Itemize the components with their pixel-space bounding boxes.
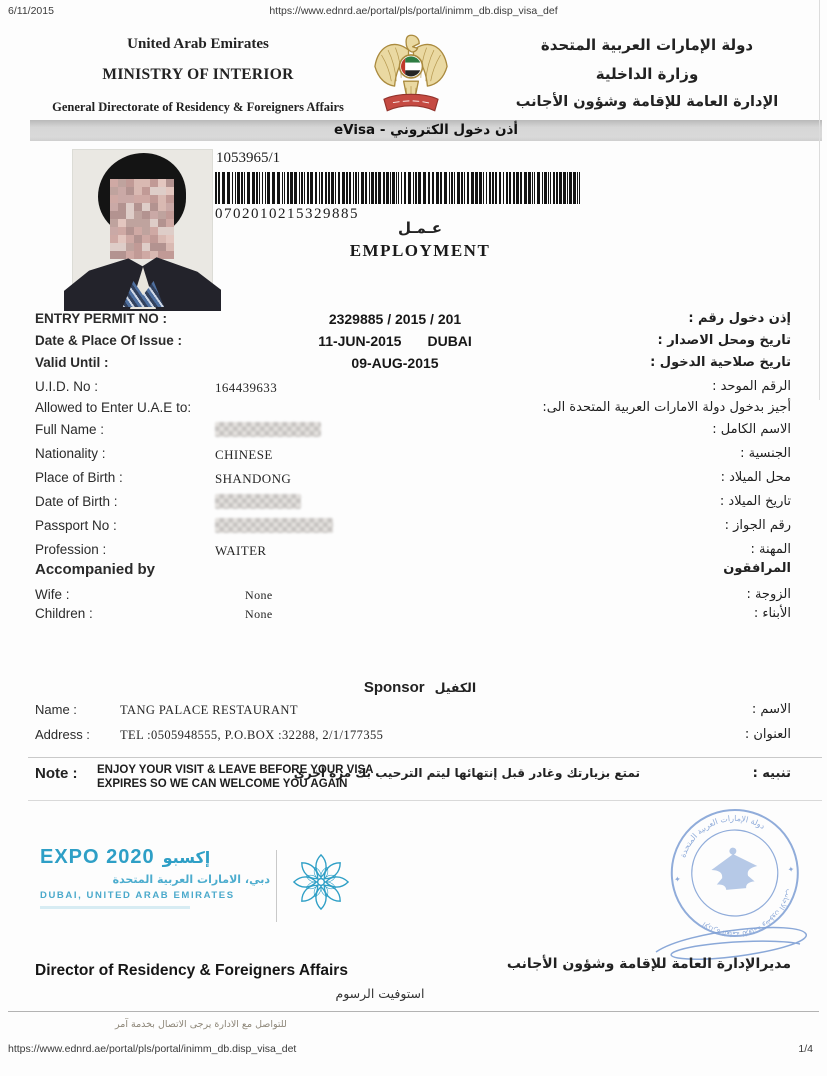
barcode (215, 172, 587, 204)
field-label-arabic: الرقم الموحد : (712, 379, 791, 394)
field-row-entry-permit (0, 311, 827, 333)
field-label-arabic: تاريخ ومحل الاصدار : (657, 333, 791, 348)
field-label: Valid Until : (35, 355, 109, 370)
field-label: Nationality : (35, 446, 106, 461)
footer-contact-arabic: للتواصل مع الادارة يرجى الاتصال بخدمة آمر (115, 1019, 287, 1030)
field-label-arabic: الجنسية : (740, 446, 791, 461)
field-row-sponsor-address (0, 727, 827, 749)
accompanied-title: Accompanied by (35, 561, 156, 578)
field-value: 164439633 (215, 380, 278, 395)
field-label-arabic: العنوان : (744, 727, 791, 742)
fees-collected-arabic: استوفيت الرسوم (335, 986, 425, 1001)
director-title-arabic: مديرالإدارة العامة للإقامة وشؤون الأجانب (506, 956, 791, 972)
field-label: Children : (35, 606, 93, 621)
field-label: U.I.D. No : (35, 379, 99, 394)
field-label-arabic: المهنة : (750, 542, 791, 557)
file-serial-number: 1053965/1 (216, 150, 281, 166)
expo-subtitle: DUBAI, UNITED ARAB EMIRATES (40, 890, 235, 901)
field-label: Date & Place Of Issue : (35, 333, 183, 348)
ministry-name: MINISTRY OF INTERIOR (102, 66, 294, 83)
field-label-arabic: الأبناء : (753, 606, 791, 621)
expo-2020-logo (40, 846, 270, 909)
stamp-arc-top-text: دولة الإمارات العربية المتحدة (678, 813, 767, 859)
field-label: Place of Birth : (35, 470, 123, 485)
field-value: CHINESE (215, 447, 273, 462)
note-divider-top (28, 757, 822, 758)
field-label: Wife : (35, 587, 70, 602)
visa-type-arabic: عـمـل (398, 219, 442, 237)
accompanied-title-arabic: المرافقون (723, 561, 791, 576)
field-row-place-of-birth (0, 470, 827, 492)
note-text-arabic: تمتع بزيارتك وغادر قبل إنتهائها ليتم الترحيب بك مرة أخرى (293, 766, 640, 780)
field-label-arabic: إذن دخول رقم : (688, 311, 791, 326)
field-value: TEL :0505948555, P.O.BOX :32288, 2/1/177355 (120, 728, 384, 742)
director-title: Director of Residency & Foreigners Affairs (35, 962, 348, 979)
note-label-arabic: تنبيه : (752, 766, 791, 781)
note-text-line1: ENJOY YOUR VISIT & LEAVE BEFORE YOUR VISA (97, 764, 374, 776)
directorate-name: General Directorate of Residency & Foreigners Affairs (52, 100, 344, 114)
field-label-arabic: أجيز بدخول دولة الامارات العربية المتحدة الى: (542, 400, 791, 415)
field-value: 09-AUG-2015 (351, 355, 439, 371)
field-label: Profession : (35, 542, 107, 557)
field-row-date-place-issue (0, 333, 827, 355)
field-value: 2329885 / 2015 / 201 (328, 311, 462, 327)
visa-type-title: EMPLOYMENT (349, 241, 491, 260)
field-label-arabic: تاريخ صلاحية الدخول : (650, 355, 791, 370)
svg-text:✦: ✦ (673, 874, 682, 885)
field-label: Date of Birth : (35, 494, 118, 509)
sponsor-title: Sponsor (363, 679, 425, 696)
print-footer-url: https://www.ednrd.ae/portal/pls/portal/inimm_db.disp_visa_det (8, 1043, 297, 1055)
redacted-value (215, 422, 321, 437)
field-value: SHANDONG (215, 471, 292, 486)
field-label-arabic: رقم الجواز : (724, 518, 791, 533)
expo-underline (40, 906, 190, 909)
country-name: United Arab Emirates (127, 36, 269, 52)
field-label: Passport No : (35, 518, 117, 533)
expo-title-arabic: إكسبو (162, 848, 211, 867)
issue-place-value: DUBAI (427, 333, 472, 349)
field-row-nationality (0, 446, 827, 468)
print-header-url: https://www.ednrd.ae/portal/pls/portal/inimm_db.disp_visa_def (269, 5, 558, 17)
field-row-allowed-to-enter (0, 400, 827, 422)
field-value: WAITER (215, 543, 267, 558)
page-number: 1/4 (798, 1043, 813, 1055)
evisa-title-bar: أذن دخول الكتروني - eVisa (30, 120, 822, 141)
field-value: None (245, 607, 273, 621)
print-header-date: 6/11/2015 (8, 5, 54, 17)
uae-emblem-icon (370, 30, 452, 121)
field-label-arabic: محل الميلاد : (720, 470, 791, 485)
redacted-value (215, 518, 333, 533)
issue-date-value: 11-JUN-2015 (318, 333, 402, 349)
expo-rosette-icon (290, 850, 352, 919)
field-label: Allowed to Enter U.A.E to: (35, 400, 192, 415)
footer-divider (8, 1011, 819, 1012)
barcode-number: 0702010215329885 (215, 206, 359, 222)
stamp-arc-bottom-text: الإدارة العامة للإقامة وشؤون الأجانب (700, 887, 793, 939)
field-label: Full Name : (35, 422, 105, 437)
expo-divider (276, 850, 277, 922)
directorate-name-arabic: الإدارة العامة للإقامة وشؤون الأجانب (515, 94, 779, 110)
field-row-full-name (0, 422, 827, 444)
note-text-line2: EXPIRES SO WE CAN WELCOME YOU AGAIN (97, 778, 348, 790)
field-label-arabic: الاسم : (751, 702, 791, 717)
field-row-uid (0, 379, 827, 401)
note-label: Note : (35, 765, 78, 782)
field-row-valid-until (0, 355, 827, 377)
field-label-arabic: تاريخ الميلاد : (719, 494, 791, 509)
letterhead-english (28, 36, 368, 115)
field-row-sponsor-name (0, 702, 827, 724)
field-row-passport-no (0, 518, 827, 540)
ministry-name-arabic: وزارة الداخلية (595, 65, 699, 83)
sponsor-title-row (30, 679, 810, 696)
redacted-value (215, 494, 301, 509)
field-label: Name : (35, 702, 77, 717)
field-row-children (0, 606, 827, 628)
field-value: None (245, 588, 273, 602)
field-value: TANG PALACE RESTAURANT (120, 703, 298, 717)
field-label-arabic: الزوجة : (746, 587, 791, 602)
sponsor-title-arabic: الكفيل (434, 680, 477, 695)
accompanied-title-row (0, 561, 827, 583)
svg-text:✦: ✦ (787, 864, 795, 875)
expo-title: EXPO 2020 (40, 846, 155, 868)
field-label: ENTRY PERMIT NO : (35, 311, 168, 326)
field-row-date-of-birth (0, 494, 827, 516)
field-label: Address : (35, 727, 90, 742)
expo-subtitle-arabic: دبي، الامارات العربية المتحدة (112, 873, 270, 886)
country-name-arabic: دولة الإمارات العربية المتحدة (540, 36, 754, 54)
field-label-arabic: الاسم الكامل : (712, 422, 791, 437)
letterhead-arabic (497, 36, 797, 110)
scan-artifact-line (819, 0, 820, 400)
